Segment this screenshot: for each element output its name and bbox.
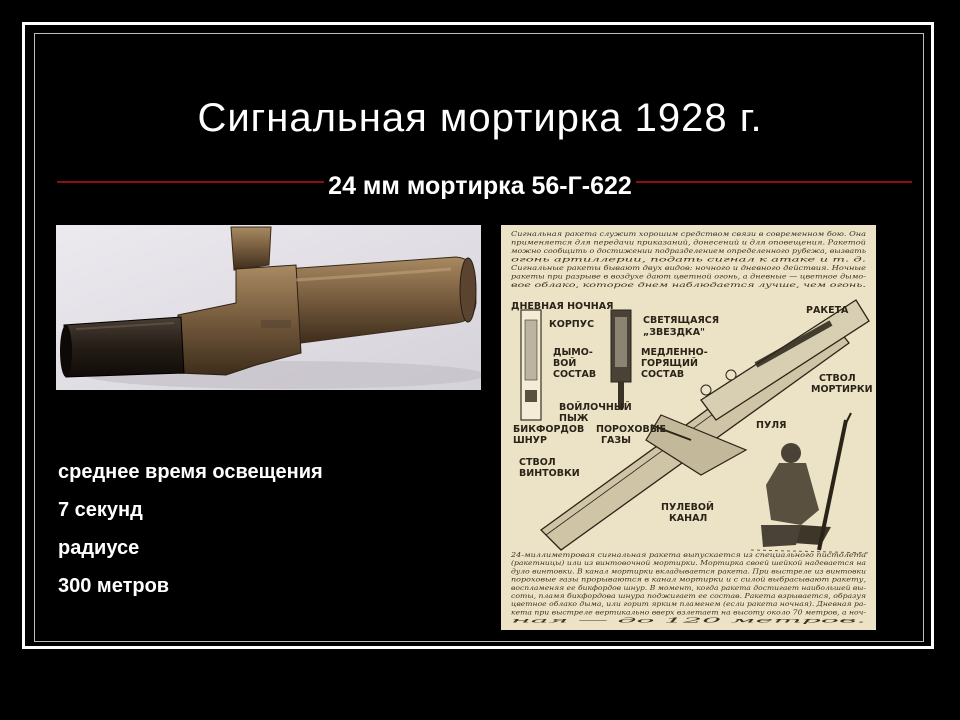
label-stvol-mort-1: СТВОЛ <box>819 373 856 384</box>
diagram-footer-text <box>510 551 866 625</box>
label-stvol-vint-1: СТВОЛ <box>519 457 556 468</box>
label-zvezdka-1: СВЕТЯЩАЯСЯ <box>643 315 720 326</box>
label-pul-1: ПУЛЕВОЙ <box>661 502 714 513</box>
stats-list <box>58 457 323 609</box>
diagram-graphic <box>501 225 876 630</box>
stat-line-2: 7 секунд <box>58 499 143 521</box>
label-bikf-1: БИКФОРДОВ <box>513 424 585 435</box>
label-voil-2: ПЫЖ <box>559 413 589 424</box>
mortar-photo-graphic <box>56 225 481 390</box>
footer-line: соты, пламя бикфордова шнура поджигает ее состав. Ракета взрывается, образуя <box>511 592 866 600</box>
footer-line: ная — до 120 метров. <box>511 616 866 625</box>
intro-line: вое облако, которое днем наблюдается лучше, чем огонь. <box>511 281 866 289</box>
stat-line-4: 300 метров <box>58 575 170 597</box>
intro-line: можно сообщить о достижении подразделением определенного рубежа, вызвать <box>511 247 867 255</box>
intro-line: ракеты при разрыве в воздухе дают цветной огонь, а дневные — цветное дымо- <box>511 272 866 281</box>
diagram-intro-text <box>511 230 867 289</box>
subtitle-text: 24 мм мортирка 56-Г-622 <box>324 172 636 200</box>
label-stvol-vint-2: ВИНТОВКИ <box>519 468 580 479</box>
label-raketa: РАКЕТА <box>806 305 849 316</box>
label-pulya: ПУЛЯ <box>756 420 787 431</box>
footer-line: цветное облако дыма, или горит ярким пламенем (если ракета ночная). Дневная ра- <box>511 600 866 609</box>
label-medl-3: СОСТАВ <box>641 369 685 380</box>
footer-line: 24-миллиметровая сигнальная ракета выпускается из специального пистолета <box>509 551 867 559</box>
slide-subtitle <box>0 172 960 201</box>
label-stvol-mort-2: МОРТИРКИ <box>811 384 873 395</box>
intro-line: огонь артиллерии, подать сигнал к атаке и т. д. <box>511 255 866 264</box>
label-medl-2: ГОРЯЩИЙ <box>641 358 698 369</box>
footer-line: кета при выстреле вертикально вверх взлетает на высоту около 70 метров, а ноч- <box>511 608 866 617</box>
instruction-diagram <box>501 225 876 630</box>
intro-line: применяется для передачи приказаний, донесений и для оповещения. Ракетой <box>511 238 866 247</box>
footer-line: (ракетницы) или из винтовочной мортирки. Мортирка своей шейкой надевается на <box>511 559 867 568</box>
stat-line-1: среднее время освещения <box>58 461 323 483</box>
label-korpus: КОРПУС <box>549 319 595 330</box>
label-por-2: ГАЗЫ <box>601 435 631 446</box>
slide-title: Сигнальная мортирка 1928 г. <box>197 96 763 140</box>
label-dym-3: СОСТАВ <box>553 369 597 380</box>
label-medl-1: МЕДЛЕННО- <box>641 347 708 358</box>
mortar-photo <box>56 225 481 390</box>
label-pul-2: КАНАЛ <box>669 513 708 524</box>
footer-line: воспламеняя ее бикфордов шнур. В момент, когда ракета достигает наибольшей вы- <box>511 583 866 592</box>
label-day-night: ДНЕВНАЯ НОЧНАЯ <box>511 301 614 312</box>
intro-line: Сигнальная ракета служит хорошим средством связи в современном бою. Она <box>511 230 867 238</box>
label-dym-1: ДЫМО- <box>553 347 593 358</box>
label-voil-1: ВОЙЛОЧНЫЙ <box>559 402 632 413</box>
label-zvezdka-2: „ЗВЕЗДКА" <box>643 327 706 338</box>
footer-line: дуло винтовки. В канал мортирки вкладывается ракета. При выстреле из винтовки <box>511 567 866 576</box>
footer-line: пороховые газы прорываются в канал мортирки и с силой выбрасывают ракету, <box>511 575 866 584</box>
label-por-1: ПОРОХОВЫЕ <box>596 424 667 435</box>
label-dym-2: ВОЙ <box>553 358 577 369</box>
label-bikf-2: ШНУР <box>513 435 547 446</box>
stat-line-3: радиусе <box>58 537 140 559</box>
intro-line: Сигнальные ракеты бывают двух видов: ночного и дневного действия. Ночные <box>511 264 867 272</box>
